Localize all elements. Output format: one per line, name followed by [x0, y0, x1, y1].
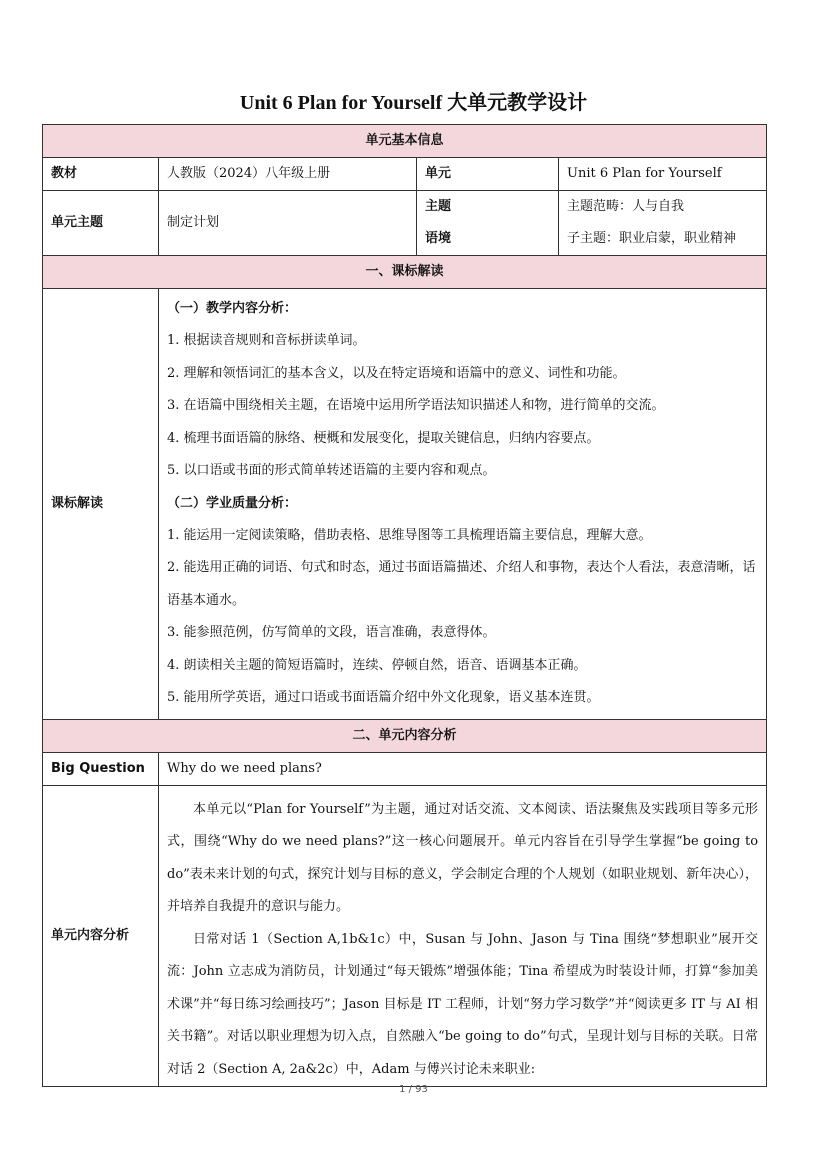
- quality-item: 2. 能选用正确的词语、句式和时态，通过书面语篇描述、介绍人和事物，表达个人看法，表意清晰，话语基本通水。: [167, 560, 756, 608]
- content-item: 4. 梳理书面语篇的脉络、梗概和发展变化，提取关键信息，归纳内容要点。: [167, 430, 600, 446]
- textbook-label: 教材: [43, 158, 159, 191]
- unit-label: 单元: [417, 158, 559, 191]
- unit-analysis-label: 单元内容分析: [43, 785, 159, 1087]
- curriculum-header: 一、课标解读: [43, 256, 767, 289]
- analysis-paragraph: 日常对话 1（Section A,1b&1c）中，Susan 与 John、Jason 与 Tina 围绕“梦想职业”展开交流：John 立志成为消防员，计划通过“每天锻炼”增强体能；Tina 希望成为时装设计师，打算“参加美术课”并“每日练习绘画技巧”；Jason 目标是 IT 工程师，计划“努力学习数学”并“阅读更多 IT 与 AI 相关书籍”。对话以职业理想为切入点，自然融入“be going to do”句式，呈现计划与目标的关联。日常对话 2（Section A, 2a&2c）中，Adam 与傅兴讨论未来职业:: [167, 931, 759, 1077]
- basic-info-header: 单元基本信息: [43, 125, 767, 158]
- curriculum-label: 课标解读: [43, 289, 159, 720]
- content-item: 3. 在语篇中围绕相关主题，在语境中运用所学语法知识描述人和物，进行简单的交流。: [167, 398, 665, 413]
- page-number: 1 / 93: [399, 1084, 428, 1095]
- unit-theme-label: 单元主题: [43, 191, 159, 256]
- curriculum-content: [159, 289, 767, 720]
- content-item: 2. 理解和领悟词汇的基本含义，以及在特定语境和语篇中的意义、词性和功能。: [167, 365, 626, 381]
- topic-value-cell: [559, 191, 767, 256]
- big-question-value: Why do we need plans?: [159, 752, 767, 785]
- content-heading: （一）教学内容分析：: [167, 301, 298, 316]
- analysis-paragraph: 本单元以“Plan for Yourself”为主题，通过对话交流、文本阅读、语法聚焦及实践项目等多元形式，围绕“Why do we need plans?”这一核心问题展开。单元内容旨在引导学生掌握“be going to do”表未来计划的句式，探究计划与目标的意义，学会制定合理的个人规划（如职业规划、新年决心），并培养自我提升的意识与能力。: [167, 801, 759, 914]
- textbook-value: 人教版（2024）八年级上册: [159, 158, 417, 191]
- page-title: Unit 6 Plan for Yourself 大单元教学设计: [239, 92, 588, 114]
- context-label: 语境: [425, 231, 452, 246]
- subtopic-value: 子主题：职业启蒙，职业精神: [567, 231, 737, 246]
- topic-context-cell: [417, 191, 559, 256]
- quality-item: 1. 能运用一定阅读策略，借助表格、思维导图等工具梳理语篇主要信息，理解大意。: [167, 527, 652, 543]
- unit-analysis-content: [159, 785, 767, 1087]
- quality-heading: （二）学业质量分析：: [167, 495, 298, 511]
- topic-value: 主题范畴：人与自我: [567, 199, 685, 214]
- unit-analysis-header: 二、单元内容分析: [43, 719, 767, 752]
- quality-item: 5. 能用所学英语，通过口语或书面语篇介绍中外文化现象，语义基本连贯。: [167, 690, 600, 705]
- content-item: 5. 以口语或书面的形式简单转述语篇的主要内容和观点。: [167, 463, 496, 478]
- quality-item: 3. 能参照范例，仿写简单的文段，语言准确，表意得体。: [167, 625, 496, 640]
- design-table: [42, 124, 767, 1087]
- topic-label: 主题: [425, 199, 452, 214]
- unit-theme-value: 制定计划: [159, 191, 417, 256]
- quality-item: 4. 朗读相关主题的简短语篇时，连续、停顿自然，语音、语调基本正确。: [167, 657, 587, 673]
- content-item: 1. 根据读音规则和音标拼读单词。: [167, 333, 366, 348]
- big-question-label: Big Question: [43, 752, 159, 785]
- unit-value: Unit 6 Plan for Yourself: [559, 158, 767, 191]
